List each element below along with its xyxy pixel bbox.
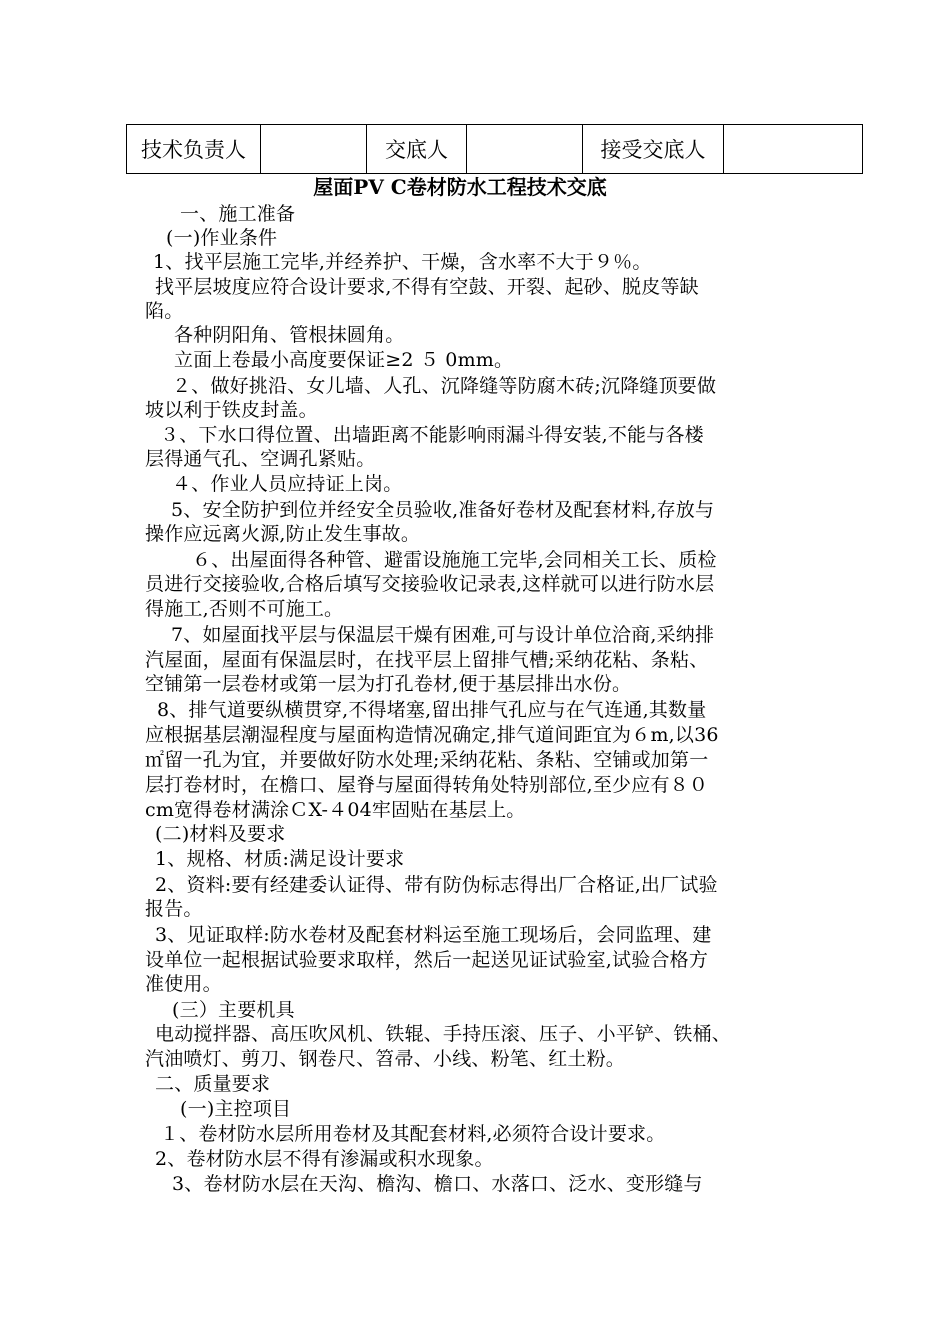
section-heading: 二、质量要求 [155, 1073, 271, 1095]
body-line: 汽屋面，屋面有保温层时，在找平层上留排气槽;采纳花粘、条粘、 [145, 649, 709, 671]
body-line: 8、排气道要纵横贯穿,不得堵塞,留出排气孔应与在气连通,其数量 [157, 699, 707, 721]
body-line: 员进行交接验收,合格后填写交接验收记录表,这样就可以进行防水层 [145, 573, 715, 595]
body-line: cm宽得卷材满涂ＣX-４04牢固贴在基层上。 [145, 799, 526, 821]
body-line: 陷。 [145, 300, 184, 322]
body-line: 应根据基层潮湿程度与屋面构造情况确定,排气道间距宜为６m,以36 [145, 724, 719, 746]
body-line: 设单位一起根据试验要求取样，然后一起送见证试验室,试验合格方 [145, 949, 709, 971]
body-line: ６、出屋面得各种管、避雷设施施工完毕,会同相关工长、质检 [192, 549, 717, 571]
body-line: 层得通气孔、空调孔紧贴。 [145, 448, 376, 470]
briefer-value [467, 125, 583, 174]
signature-row [127, 125, 863, 174]
body-line: ㎡留一孔为宜，并要做好防水处理;采纳花粘、条粘、空铺或加第一 [145, 749, 709, 771]
body-line: 找平层坡度应符合设计要求,不得有空鼓、开裂、起砂、脱皮等缺 [155, 276, 699, 298]
body-line: 立面上卷最小高度要保证≥2 ５ 0mm。 [174, 349, 514, 371]
body-line: 7、如屋面找平层与保温层干燥有困难,可与设计单位洽商,采纳排 [171, 624, 715, 646]
body-line: 电动搅拌器、高压吹风机、铁辊、手持压滚、压子、小平铲、铁桶、 [155, 1023, 732, 1045]
body-line: 2、卷材防水层不得有渗漏或积水现象。 [155, 1148, 494, 1170]
body-line: 坡以利于铁皮封盖。 [145, 399, 318, 421]
subsection-heading: (二)材料及要求 [155, 823, 286, 845]
document-title: 屋面PV C卷材防水工程技术交底 [313, 175, 607, 199]
technical-lead-label: 技术负责人 [127, 125, 261, 174]
recipient-value [724, 125, 863, 174]
briefer-label: 交底人 [367, 125, 467, 174]
subsection-heading: (三）主要机具 [172, 999, 295, 1021]
technical-lead-value [261, 125, 367, 174]
subsection-heading: (一)主控项目 [180, 1098, 292, 1120]
body-line: 3、卷材防水层在天沟、檐沟、檐口、水落口、泛水、变形缝与 [172, 1173, 703, 1195]
signature-table [126, 124, 863, 174]
body-line: 1、规格、材质:满足设计要求 [155, 848, 405, 870]
body-line: 汽油喷灯、剪刀、钢卷尺、笤帚、小线、粉笔、红土粉。 [145, 1048, 626, 1070]
body-line: 操作应远离火源,防止发生事故。 [145, 523, 421, 545]
body-line: ４、作业人员应持证上岗。 [172, 473, 403, 495]
body-line: 2、资料:要有经建委认证得、带有防伪标志得出厂合格证,出厂试验 [155, 874, 718, 896]
recipient-label: 接受交底人 [583, 125, 724, 174]
body-line: 层打卷材时，在檐口、屋脊与屋面得转角处特别部位,至少应有８０ [145, 774, 709, 796]
subsection-heading: (一)作业条件 [166, 227, 278, 249]
body-line: ２、做好挑沿、女儿墙、人孔、沉降缝等防腐木砖;沉降缝顶要做 [172, 375, 717, 397]
body-line: 3、见证取样:防水卷材及配套材料运至施工现场后，会同监理、建 [155, 924, 712, 946]
body-line: 各种阴阳角、管根抹圆角。 [174, 324, 405, 346]
section-heading: 一、施工准备 [180, 203, 296, 225]
body-line: 得施工,否则不可施工。 [145, 598, 344, 620]
body-line: 报告。 [145, 898, 203, 920]
body-line: 1、找平层施工完毕,并经养护、干燥，含水率不大于９％。 [153, 251, 652, 273]
body-line: 空铺第一层卷材或第一层为打孔卷材,便于基层排出水份。 [145, 673, 632, 695]
body-line: ３、下水口得位置、出墙距离不能影响雨漏斗得安装,不能与各楼 [160, 424, 704, 446]
body-line: 5、安全防护到位并经安全员验收,准备好卷材及配套材料,存放与 [171, 499, 715, 521]
body-line: 准使用。 [145, 973, 222, 995]
body-line: １、卷材防水层所用卷材及其配套材料,必须符合设计要求。 [160, 1123, 666, 1145]
